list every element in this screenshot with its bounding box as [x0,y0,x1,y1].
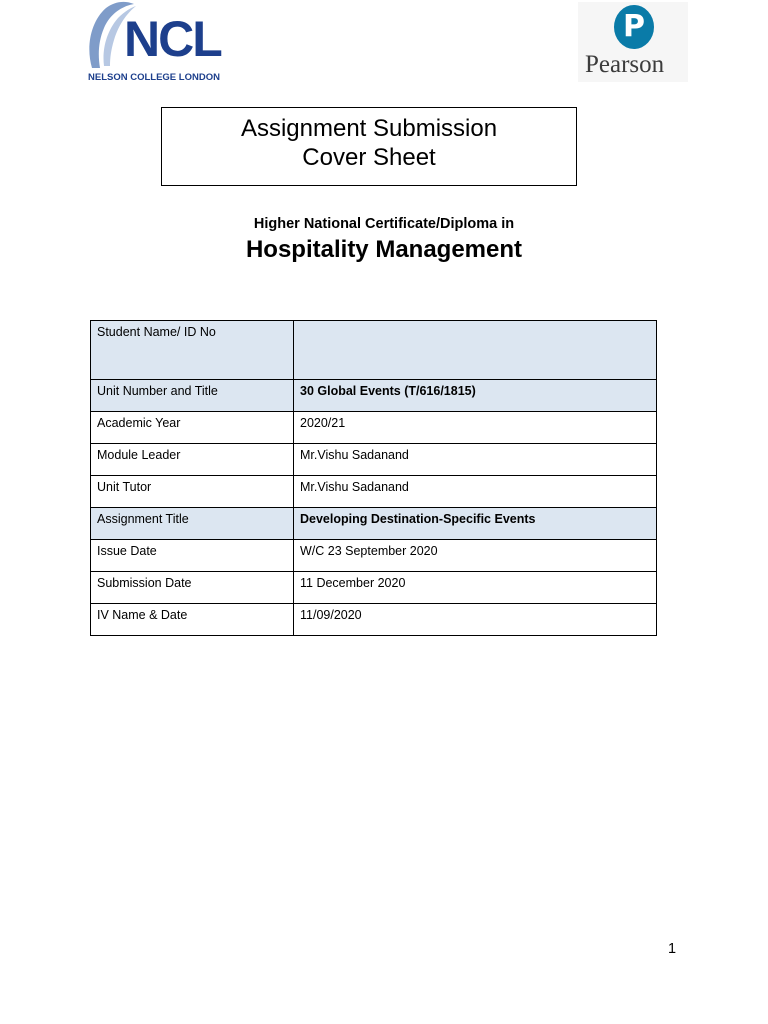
programme-title: Hospitality Management [245,236,523,263]
row-label: Unit Number and Title [91,380,294,412]
table-row [91,508,657,540]
ncl-subtitle: NELSON COLLEGE LONDON [88,72,220,83]
table-row [91,540,657,572]
row-value: 11 December 2020 [294,572,657,604]
ncl-logo [84,0,224,86]
row-label: Academic Year [91,412,294,444]
row-label: Module Leader [91,444,294,476]
assignment-info-table [90,320,657,636]
row-value: Mr.Vishu Sadanand [294,444,657,476]
table-row [91,321,657,380]
row-label: Assignment Title [91,508,294,540]
title-box [161,107,577,186]
row-label: Student Name/ ID No [91,321,294,380]
row-value: W/C 23 September 2020 [294,540,657,572]
title-line-2: Cover Sheet [302,144,436,171]
row-value: 2020/21 [294,412,657,444]
row-value: Developing Destination-Specific Events [294,508,657,540]
row-label: IV Name & Date [91,604,294,636]
table-row [91,412,657,444]
title-line-1: Assignment Submission [240,115,498,142]
pearson-p-icon: P [614,5,654,49]
pearson-logo [578,2,688,82]
table-row [91,444,657,476]
pearson-wordmark: Pearson [585,51,665,78]
row-label: Issue Date [91,540,294,572]
row-value: 11/09/2020 [294,604,657,636]
row-value: 30 Global Events (T/616/1815) [294,380,657,412]
row-label: Submission Date [91,572,294,604]
table-row [91,572,657,604]
row-value [294,321,657,380]
qualification-line: Higher National Certificate/Diploma in [253,216,515,232]
row-label: Unit Tutor [91,476,294,508]
row-value: Mr.Vishu Sadanand [294,476,657,508]
table-row [91,476,657,508]
page-number: 1 [668,941,677,957]
table-row [91,604,657,636]
ncl-wordmark: NCL [124,11,221,67]
table-row [91,380,657,412]
